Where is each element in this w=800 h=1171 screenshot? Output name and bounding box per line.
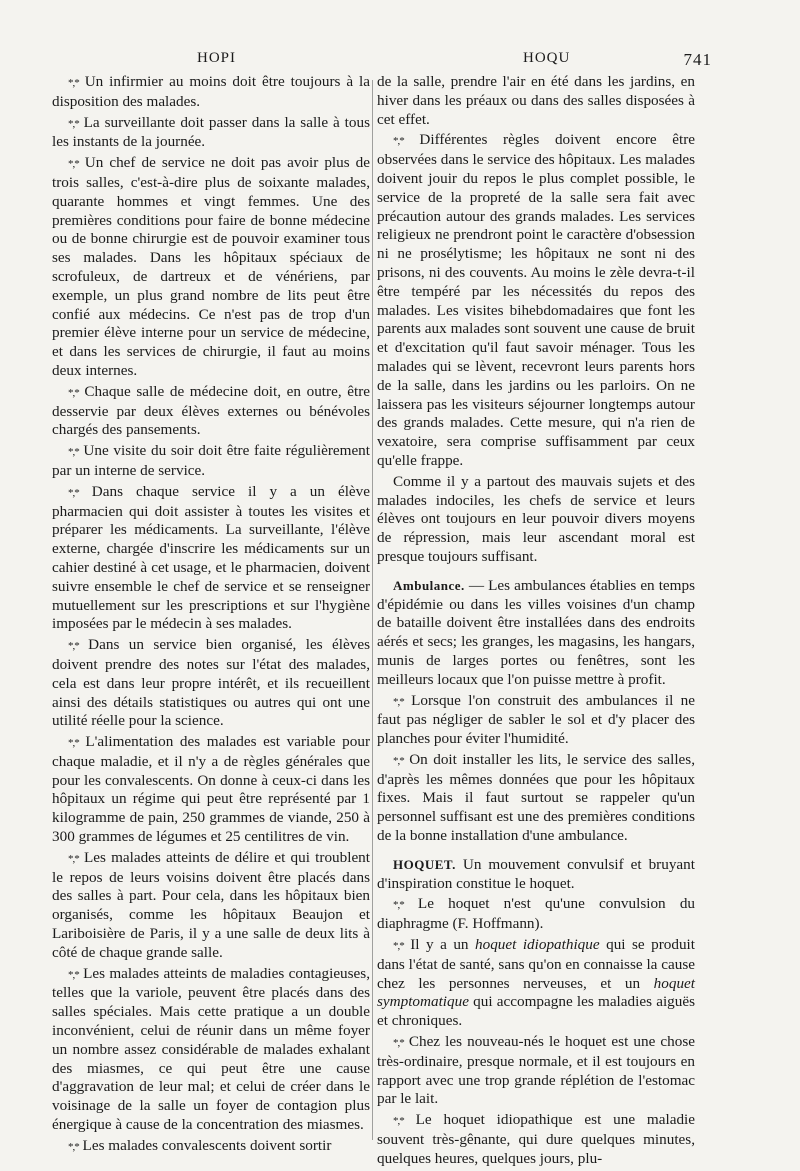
- asterism-icon: *,*: [393, 135, 404, 148]
- header-center-word: HOQU: [523, 50, 571, 66]
- left-column: [52, 73, 370, 1159]
- asterism-icon: *,*: [68, 158, 79, 171]
- section-heading: Ambulance.: [393, 577, 465, 593]
- term-symptomatic: hoquet symptomatique: [377, 974, 695, 1011]
- paragraph: *,* Dans un service bien organisé, les élèves doivent prendre des notes sur l'état des malades, cela est dans leur propre intérêt, et ils recueillent ainsi des détails statistiques ou autres qui ont une utilité réelle pour la science.: [52, 636, 371, 730]
- paragraph: *,* Les malades convalescents doivent sortir: [68, 1136, 332, 1154]
- paragraph: *,* Un chef de service ne doit pas avoir plus de trois salles, c'est-à-dire plus de soixante malades, quarante hommes et vingt femmes. Une des premières conditions pour faire de bonne médecine ou de bonne chirurgie est de pouvoir examiner tous ses malades. Dans les hôpitaux spéciaux de scrofuleux, de dartreux et de vénériens, par exemple, un plus grand nombre de lits peut être confié aux médecins. Ce n'est pas de trop d'un premier élève interne pour un service de médecine, et dans les services de chirurgie, il faut au moins deux internes.: [52, 154, 370, 379]
- asterism-icon: *,*: [68, 852, 79, 865]
- paragraph: *,* Il y a un hoquet idiopathique qui se produit dans l'état de santé, sans qu'on en connaisse la cause chez les personnes nerveuses, et un hoquet symptomatique qui accompagne les maladies aiguës et chroniques.: [377, 936, 695, 1030]
- asterism-icon: *,*: [393, 899, 404, 912]
- section-ambulance: Ambulance. — Les ambulances établies en temps d'épidémie ou dans les villes voisines d'un champ de bataille doivent être installées dans des endroits aérés et secs; les granges, les magasins, les hangars, munis de larges portes ou fenêtres, sont les meilleurs locaux que l'on puisse mettre à profit.: [377, 576, 695, 688]
- section-heading: HOQUET.: [393, 856, 456, 872]
- asterism-icon: *,*: [393, 1037, 404, 1050]
- running-header: [52, 50, 712, 72]
- paragraph-continuation: de la salle, prendre l'air en été dans les jardins, en hiver dans les préaux ou dans des salles disposées à cet effet.: [377, 73, 695, 128]
- page-number: 741: [683, 50, 712, 69]
- asterism-icon: *,*: [68, 386, 79, 399]
- asterism-icon: *,*: [68, 1140, 79, 1153]
- term-idiopathic: hoquet idiopathique: [475, 936, 600, 954]
- paragraph: *,* Le hoquet n'est qu'une convulsion du diaphragme (F. Hoffmann).: [377, 895, 696, 933]
- asterism-icon: *,*: [68, 640, 79, 653]
- paragraph: Comme il y a partout des mauvais sujets et des malades indociles, les chefs de service et leurs élèves ont toujours en leur pouvoir divers moyens de répression, mais leur ascendant moral est presque toujours suffisant.: [377, 472, 695, 565]
- paragraph: *,* Dans chaque service il y a un élève pharmacien qui doit assister à toutes les visites et préparer les médicaments. La surveillante, l'élève externe, chargée d'inscrire les médicaments sur un cahier destiné à cet usage, et le pharmacien, doivent suivre ensemble le chef de service et se renseigner mutuellement sur les prescriptions et sur l'hygiène imposées par le médecin à ses malades.: [52, 482, 371, 633]
- paragraph: *,* Une visite du soir doit être faite régulièrement par un interne de service.: [52, 442, 370, 479]
- right-column: [377, 73, 695, 1171]
- paragraph: *,* Lorsque l'on construit des ambulances il ne faut pas négliger de sabler le sol et d'y placer des planches pour éviter l'humidité.: [377, 691, 695, 748]
- paragraph: *,* On doit installer les lits, le service des salles, d'après les mêmes données que pour les hôpitaux fixes. Mais il faut surtout se rappeler qu'un personnel suffisant est une des premières conditions de la bonne installation d'une ambulance.: [377, 750, 695, 845]
- asterism-icon: *,*: [393, 940, 404, 953]
- asterism-icon: *,*: [68, 968, 79, 981]
- paragraph: *,* Chaque salle de médecine doit, en outre, être desservie par deux élèves externes ou bénévoles chargés des pansements.: [52, 382, 370, 439]
- asterism-icon: *,*: [393, 695, 404, 708]
- paragraph: *,* Chez les nouveau-nés le hoquet est une chose très-ordinaire, presque normale, et il est toujours en rapport avec une trop grande réplétion de l'estomac par le lait.: [377, 1033, 695, 1108]
- paragraph: *,* L'alimentation des malades est variable pour chaque maladie, et il n'y a de règles générales que pour les convalescents. On donne à ceux-ci dans les hôpitaux un régime qui peut être représenté par 1 kilogramme de pain, 250 grammes de viande, 250 à 300 grammes de légumes et 25 centilitres de vin.: [52, 733, 370, 846]
- paragraph: *,* Le hoquet idiopathique est une maladie souvent très-gênante, qui dure quelques minutes, quelques heures, quelques jours, plu-: [377, 1111, 695, 1167]
- paragraph: *,* Les malades atteints de maladies contagieuses, telles que la variole, peuvent être placés dans des salles spéciales. Mais cette pratique a un double inconvénient, celui de réunir dans un même foyer un nombre assez considérable de malades exhalant des miasmes, ce qui peut être une cause d'aggravation de leur mal; et celui de créer dans le voisinage de la salle un foyer de contagion plus énergique à cause de la concentration des miasmes.: [52, 964, 371, 1134]
- asterism-icon: *,*: [68, 117, 79, 130]
- paragraph: *,* Un infirmier au moins doit être toujours à la disposition des malades.: [52, 73, 370, 110]
- section-hoquet: HOQUET. Un mouvement convulsif et bruyant d'inspiration constitue le hoquet.: [377, 855, 695, 892]
- asterism-icon: *,*: [68, 77, 79, 89]
- paragraph: *,* Les malades atteints de délire et qui troublent le repos de leurs voisins doivent être placés dans des salles à part. Pour cela, dans les hôpitaux bien organisés, comme les hôpitaux Beaujon et Lariboisière de Paris, il y a une salle de deux lits à côté de chaque grande salle.: [52, 848, 370, 961]
- header-left-word: HOPI: [197, 50, 237, 66]
- asterism-icon: *,*: [68, 446, 79, 459]
- asterism-icon: *,*: [68, 737, 79, 750]
- paragraph: *,* La surveillante doit passer dans la salle à tous les instants de la journée.: [52, 113, 371, 151]
- asterism-icon: *,*: [68, 486, 79, 499]
- paragraph: *,* Différentes règles doivent encore être observées dans le service des hôpitaux. Les malades doivent jouir du repos le plus complet possible, le service de la propreté de la salle sera fait avec précaution autour des grands malades. Les services religieux ne prendront point le caractère d'obsession ni ne prosélytisme; les hôpitaux ne sont ni des prisons, ni des couvents. Au moins le zèle devra-t-il être tempéré par les nécessités du repos des malades. Les visites bihebdomadaires que font les parents aux malades sont souvent une cause de bruit et d'excitation qu'il faut savoir ménager. Tous les malades qui se lèvent, recevront leurs parents hors de la salle, dans les jardins ou les parloirs. On ne laissera pas les visiteurs séjourner longtemps autour des grands malades. Cette mesure, qui n'a rien de vexatoire, sera comprise suffisamment par ceux qu'elle frappe.: [377, 131, 696, 469]
- asterism-icon: *,*: [393, 754, 404, 767]
- asterism-icon: *,*: [393, 1115, 404, 1128]
- column-divider: [372, 80, 373, 1140]
